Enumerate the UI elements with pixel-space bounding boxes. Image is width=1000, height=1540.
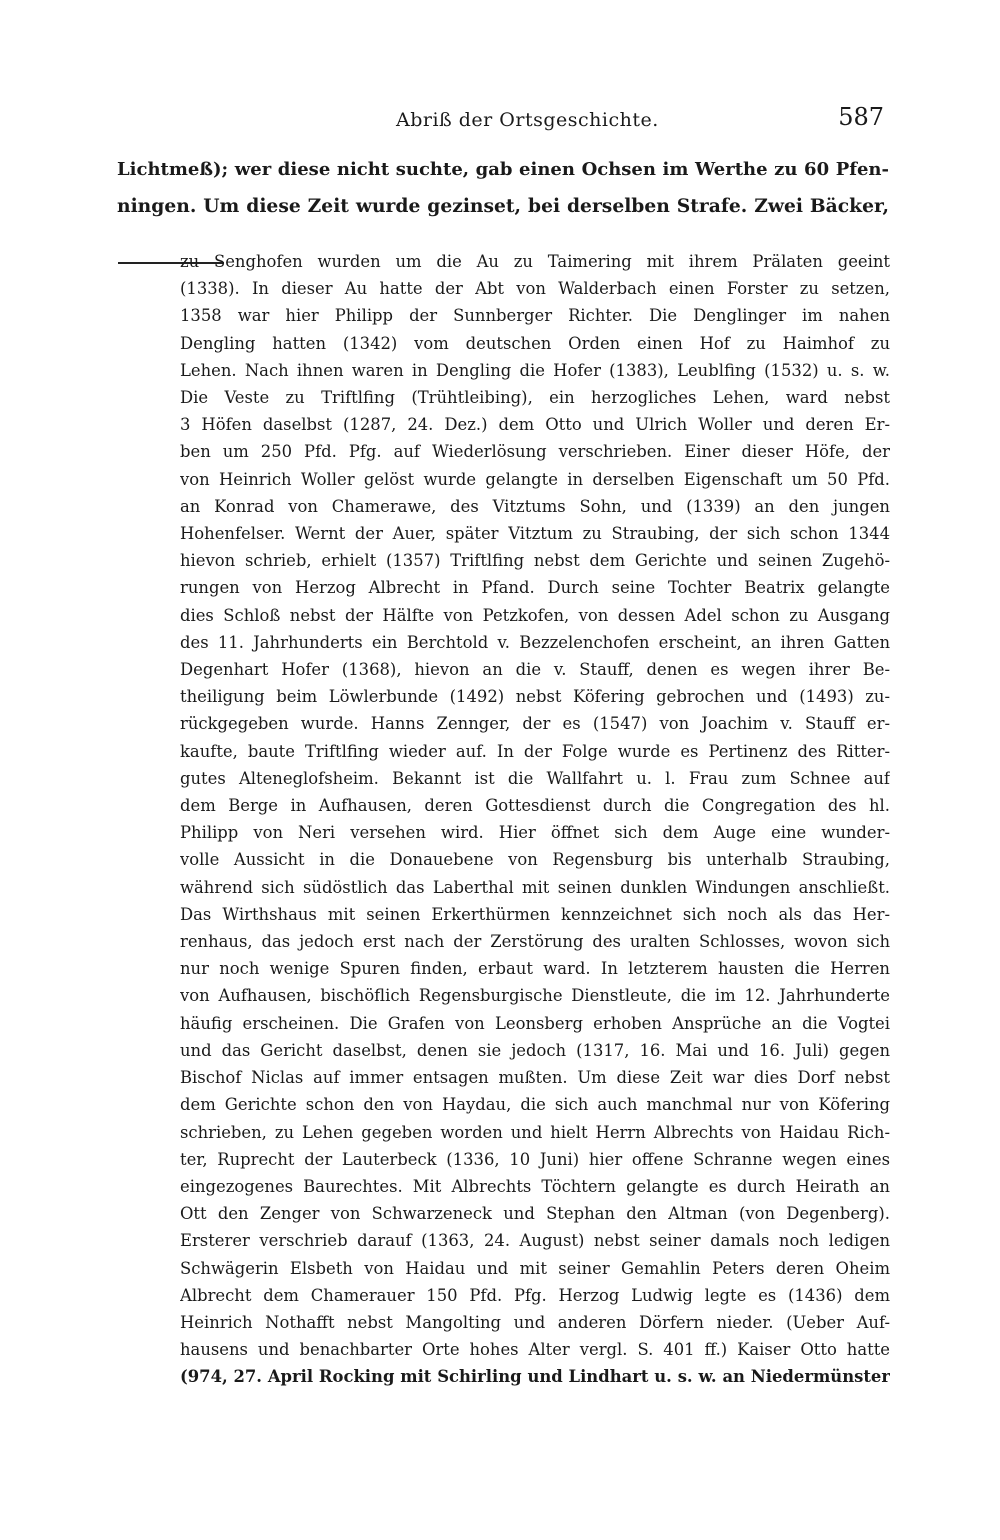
footnote-line: Bischof Niclas auf immer entsagen mußten. Um diese Zeit war dies Dorf nebst: [180, 1068, 890, 1088]
footnote-line: und das Gericht daselbst, denen sie jedoch (1317, 16. Mai und 16. Juli) gegen: [180, 1040, 890, 1060]
footnote-line: theiligung beim Löwlerbunde (1492) nebst Köfering gebrochen und (1493) zu-: [180, 687, 890, 707]
footnote-line: dies Schloß nebst der Hälfte von Petzkofen, von dessen Adel schon zu Ausgang: [180, 605, 890, 625]
footnote-line: volle Aussicht in die Donauebene von Regensburg bis unterhalb Straubing,: [180, 850, 890, 870]
footnote-line: nur noch wenige Spuren finden, erbaut ward. In letzterem hausten die Herren: [180, 959, 890, 979]
footnote-line: Die Veste zu Triftlfing (Trühtleibing), ein herzogliches Lehen, ward nebst: [180, 388, 890, 408]
footnote-line: Philipp von Neri versehen wird. Hier öffnet sich dem Auge eine wunder-: [180, 823, 890, 843]
footnote-line: rückgegeben wurde. Hanns Zennger, der es (1547) von Joachim v. Stauff er-: [180, 714, 890, 734]
footnote-line: Heinrich Nothafft nebst Mangolting und anderen Dörfern nieder. (Ueber Auf-: [180, 1312, 890, 1332]
main-text: [117, 152, 889, 224]
footnote-line: während sich südöstlich das Laberthal mit seinen dunklen Windungen anschließt.: [180, 877, 890, 897]
main-text-line: ningen. Um diese Zeit wurde gezinset, bei derselben Strafe. Zwei Bäcker,: [117, 195, 889, 217]
footnote-line: Schwägerin Elsbeth von Haidau und mit seiner Gemahlin Peters deren Oheim: [180, 1258, 890, 1278]
footnote-line: (974, 27. April Rocking mit Schirling und Lindhart u. s. w. an Niedermünster: [180, 1367, 890, 1387]
footnote-line: renhaus, das jedoch erst nach der Zerstörung des uralten Schlosses, wovon sich: [180, 932, 890, 952]
footnote-line: Hohenfelser. Wernt der Auer, später Vitztum zu Straubing, der sich schon 1344: [180, 524, 890, 544]
footnote-line: hausens und benachbarter Orte hohes Alter vergl. S. 401 ff.) Kaiser Otto hatte: [180, 1340, 890, 1360]
running-title: Abriß der Ortsgeschichte.: [396, 109, 659, 131]
footnote-line: von Aufhausen, bischöflich Regensburgische Dienstleute, die im 12. Jahrhunderte: [180, 986, 890, 1006]
footnote-line: hievon schrieb, erhielt (1357) Triftlfing nebst dem Gerichte und seinen Zugehö-: [180, 551, 890, 571]
footnote-line: 1358 war hier Philipp der Sunnberger Richter. Die Denglinger im nahen: [180, 306, 890, 326]
footnote-line: Lehen. Nach ihnen waren in Dengling die Hofer (1383), Leublfing (1532) u. s. w.: [180, 360, 890, 380]
footnote-line: ter, Ruprecht der Lauterbeck (1336, 10 Juni) hier offene Schranne wegen eines: [180, 1149, 890, 1169]
footnote-line: Ersterer verschrieb darauf (1363, 24. August) nebst seiner damals noch ledigen: [180, 1231, 890, 1251]
footnote-line: ben um 250 Pfd. Pfg. auf Wiederlösung verschrieben. Einer dieser Höfe, der: [180, 442, 890, 462]
footnote-line: (1338). In dieser Au hatte der Abt von Walderbach einen Forster zu setzen,: [180, 279, 890, 299]
footnote-line: zu Senghofen wurden um die Au zu Taimering mit ihrem Prälaten geeint: [180, 252, 890, 271]
footnote-line: gutes Alteneglofsheim. Bekannt ist die Wallfahrt u. l. Frau zum Schnee auf: [180, 768, 890, 788]
main-text-line: Lichtmeß); wer diese nicht suchte, gab einen Ochsen im Werthe zu 60 Pfen-: [117, 159, 889, 180]
footnote-line: rungen von Herzog Albrecht in Pfand. Durch seine Tochter Beatrix gelangte: [180, 578, 890, 598]
footnote-line: Degenhart Hofer (1368), hievon an die v. Stauff, denen es wegen ihrer Be-: [180, 660, 890, 680]
footnote-line: Ott den Zenger von Schwarzeneck und Stephan den Altman (von Degenberg).: [180, 1204, 890, 1224]
footnote-line: Albrecht dem Chamerauer 150 Pfd. Pfg. Herzog Ludwig legte es (1436) dem: [180, 1285, 890, 1305]
footnote-line: Dengling hatten (1342) vom deutschen Orden einen Hof zu Haimhof zu: [180, 333, 890, 353]
footnote-line: schrieben, zu Lehen gegeben worden und hielt Herrn Albrechts von Haidau Rich-: [180, 1122, 890, 1142]
footnote-line: 3 Höfen daselbst (1287, 24. Dez.) dem Otto und Ulrich Woller und deren Er-: [180, 415, 890, 435]
running-head: [178, 103, 884, 139]
page-number: 587: [838, 103, 884, 131]
footnote-line: häufig erscheinen. Die Grafen von Leonsberg erhoben Ansprüche an die Vogtei: [180, 1013, 890, 1033]
footnote-line: Das Wirthshaus mit seinen Erkerthürmen kennzeichnet sich noch als das Her-: [180, 904, 890, 924]
footnote-line: kaufte, baute Triftlfing wieder auf. In der Folge wurde es Pertinenz des Ritter-: [180, 741, 890, 761]
footnote-line: von Heinrich Woller gelöst wurde gelangte in derselben Eigenschaft um 50 Pfd.: [180, 469, 890, 489]
footnote-line: eingezogenes Baurechtes. Mit Albrechts Töchtern gelangte es durch Heirath an: [180, 1176, 890, 1196]
footnote-line: dem Berge in Aufhausen, deren Gottesdienst durch die Congregation des hl.: [180, 796, 890, 816]
footnote-line: dem Gerichte schon den von Haydau, die sich auch manchmal nur von Köfering: [180, 1095, 890, 1115]
footnote-line: des 11. Jahrhunderts ein Berchtold v. Bezzelenchofen erscheint, an ihren Gatten: [180, 632, 890, 652]
footnote-line: an Konrad von Chamerawe, des Vitztums Sohn, und (1339) an den jungen: [180, 496, 890, 516]
footnote: [180, 248, 890, 1391]
